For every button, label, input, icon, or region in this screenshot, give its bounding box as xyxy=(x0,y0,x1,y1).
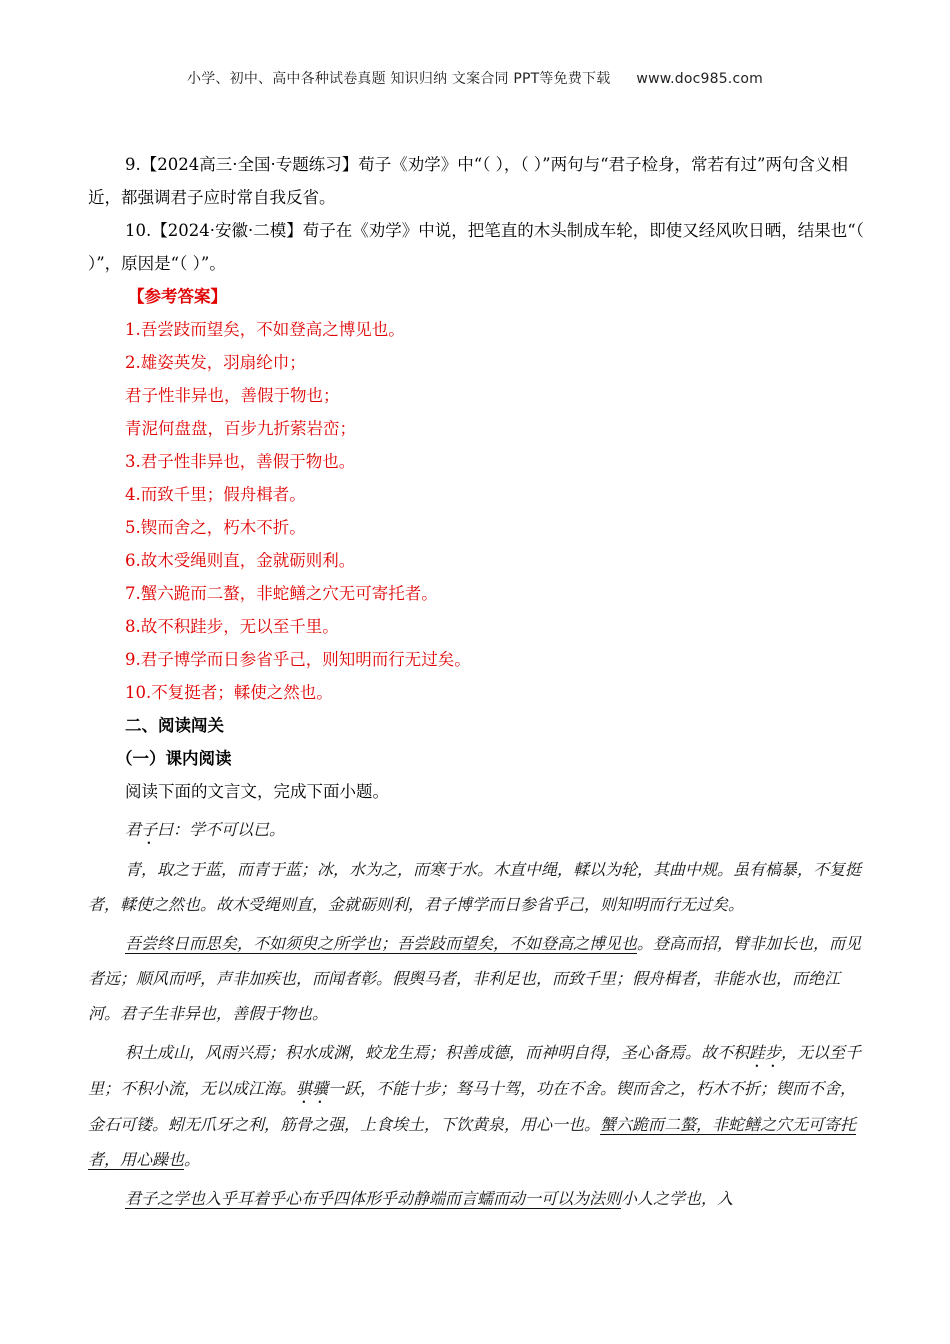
answer-item: 2.雄姿英发，羽扇纶巾； xyxy=(125,353,306,372)
document-body xyxy=(88,148,864,1216)
passage-intro: 君子曰：学不可以已。 xyxy=(125,820,286,839)
question-9: 9.【2024高三·全国·专题练习】荀子《劝学》中“（ ），（ ）”两句与“君子检身，常若有过”两句含义相近，都强调君子应时常自我反省。 xyxy=(88,155,848,207)
passage-paragraph-1: 青，取之于蓝，而青于蓝；冰，水为之，而寒于水。木直中绳，輮以为轮，其曲中规。虽有槁暴，不复挺者，輮使之然也。故木受绳则直，金就砺则利，君子博学而日参省乎己，则知明而行无过矣。 xyxy=(88,860,862,914)
page-header xyxy=(0,68,950,88)
underlined-sentence: 君子之学也入乎耳着乎心布乎四体形乎动静端而言蠕而动一可以为法则 xyxy=(125,1189,622,1208)
underlined-sentence: 吾尝终日而思矣，不如须臾之所学也；吾尝跂而望矣，不如登高之博见也 xyxy=(125,934,638,953)
answer-item: 7.蟹六跪而二螯，非蛇鳝之穴无可寄托者。 xyxy=(125,584,438,603)
answer-item: 青泥何盘盘，百步九折萦岩峦； xyxy=(125,419,356,438)
answer-item: 4.而致千里；假舟楫者。 xyxy=(125,485,306,504)
answer-item: 9.君子博学而日参省乎己，则知明而行无过矣。 xyxy=(125,650,471,669)
section-title: 二、阅读闯关 xyxy=(125,716,224,735)
answer-item: 6.故木受绳则直，金就砺则利。 xyxy=(125,551,356,570)
question-10: 10.【2024·安徽·二模】荀子在《劝学》中说，把笔直的木头制成车轮，即使又经风吹日晒，结果也“（ ）”，原因是“（ ）”。 xyxy=(88,221,864,273)
header-site-link[interactable]: www.doc985.com xyxy=(636,71,763,87)
answer-item: 1.吾尝跂而望矣，不如登高之博见也。 xyxy=(125,320,405,339)
answer-item: 3.君子性非异也，善假于物也。 xyxy=(125,452,356,471)
answer-item: 5.锲而舍之，朽木不折。 xyxy=(125,518,306,537)
answer-title: 【参考答案】 xyxy=(128,287,227,306)
underlined-sentence: 蟹六跪而二螯，非蛇鳝之穴无可寄托者，用心躁也 xyxy=(88,1115,857,1169)
answer-item: 10.不复挺者；輮使之然也。 xyxy=(125,683,333,702)
instruction: 阅读下面的文言文，完成下面小题。 xyxy=(125,782,389,801)
answer-item: 君子性非异也，善假于物也； xyxy=(125,386,340,405)
subsection-title: （一）课内阅读 xyxy=(116,749,232,768)
passage-paragraph-2: 吾尝终日而思矣，不如须臾之所学也；吾尝跂而望矣，不如登高之博见也。登高而招，臂非加长也，而见者远；顺风而呼，声非加疾也，而闻者彰。假舆马者，非利足也，而致千里；假舟楫者，非能水也，而绝江河。君子生非异也，善假于物也。 xyxy=(88,934,862,1023)
header-text: 小学、初中、高中各种试卷真题 知识归纳 文案合同 PPT等免费下载 xyxy=(187,71,611,87)
answer-item: 8.故不积跬步，无以至千里。 xyxy=(125,617,339,636)
passage-paragraph-4: 君子之学也入乎耳着乎心布乎四体形乎动静端而言蠕而动一可以为法则小人之学也，入 xyxy=(125,1189,734,1208)
passage-paragraph-3: 积土成山，风雨兴焉；积水成渊，蛟龙生焉；积善成德，而神明自得，圣心备焉。故不积跬步，无以至千里；不积小流，无以成江海。骐骥一跃，不能十步；驽马十驾，功在不舍。锲而舍之，朽木不折；锲而不舍，金石可镂。蚓无爪牙之利，筋骨之强，上食埃土，下饮黄泉，用心一也。蟹六跪而二螯，非蛇鳝之穴无可寄托者，用心躁也。 xyxy=(88,1043,862,1169)
